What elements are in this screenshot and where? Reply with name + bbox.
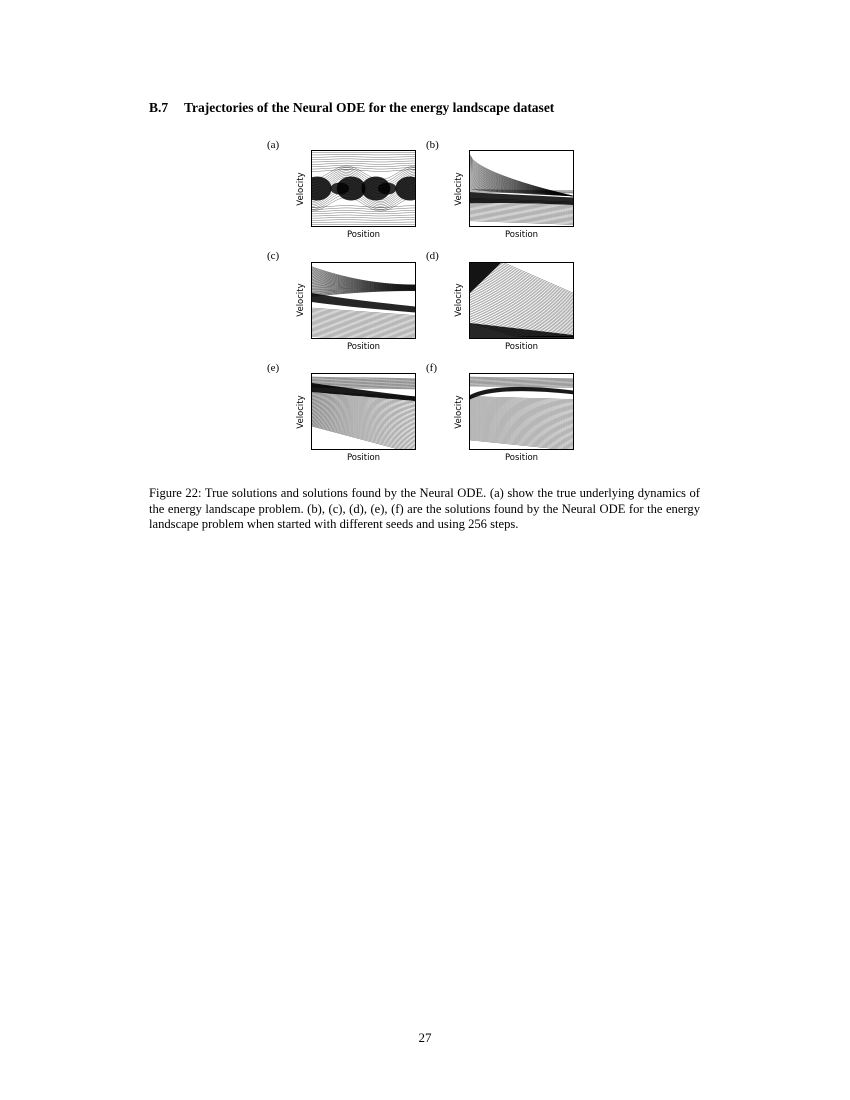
panel-c-streamlines (312, 263, 415, 338)
panel-tag-c: (c) (267, 250, 280, 262)
panel-c-ylabel: Velocity (296, 283, 306, 317)
panel-tag-f: (f) (426, 362, 437, 374)
panel-b-ylabel: Velocity (454, 172, 464, 206)
figure-caption: Figure 22: True solutions and solutions found by the Neural ODE. (a) show the true underlying dynamics of the energy landscape problem. (b), (c), (d), (e), (f) are the solutions found by the Neural ODE for the energy landscape problem when started with different seeds and using 256 steps. (149, 486, 700, 531)
panel-e-xlabel: Position (346, 453, 381, 463)
panel-d-ylabel: Velocity (454, 283, 464, 317)
panel-e-streamplot (311, 373, 416, 450)
panel-c-streamplot (311, 262, 416, 339)
panel-f-streamlines (470, 374, 573, 449)
page-number: 27 (418, 1030, 432, 1045)
panel-tag-d: (d) (426, 250, 439, 262)
panel-b-streamlines (470, 151, 573, 226)
panel-a-xlabel: Position (346, 230, 381, 240)
panel-d-streamlines (470, 263, 573, 338)
section-number: B.7 (149, 100, 169, 115)
panel-tag-b: (b) (426, 139, 439, 151)
panel-tag-a: (a) (267, 139, 280, 151)
panel-c-xlabel: Position (346, 342, 381, 352)
panel-f-streamplot (469, 373, 574, 450)
panel-d-xlabel: Position (504, 342, 539, 352)
panel-a-ylabel: Velocity (296, 172, 306, 206)
panel-b-xlabel: Position (504, 230, 539, 240)
panel-f-xlabel: Position (504, 453, 539, 463)
panel-f-ylabel: Velocity (454, 395, 464, 429)
panel-e-streamlines (312, 374, 415, 449)
panel-a-streamlines (312, 151, 415, 226)
panel-d-streamplot (469, 262, 574, 339)
panel-b-streamplot (469, 150, 574, 227)
section-heading (149, 100, 554, 116)
section-title: Trajectories of the Neural ODE for the energy landscape dataset (184, 100, 555, 115)
panel-e-ylabel: Velocity (296, 395, 306, 429)
panel-tag-e: (e) (267, 362, 280, 374)
panel-a-streamplot (311, 150, 416, 227)
